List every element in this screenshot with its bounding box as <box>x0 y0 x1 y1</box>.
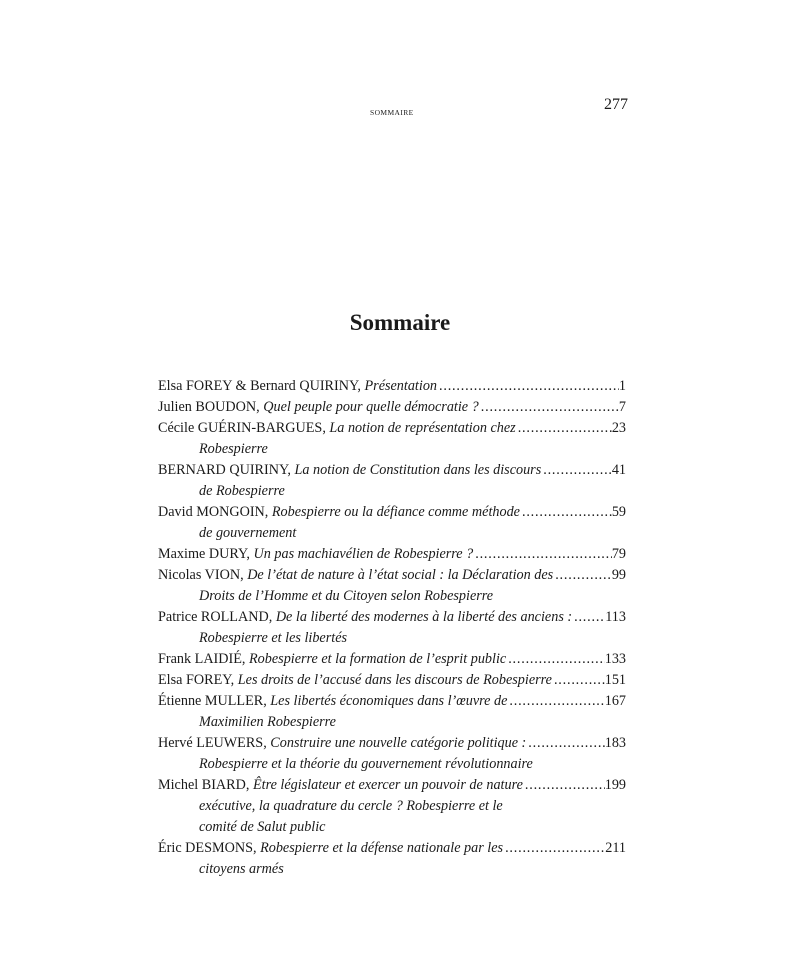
toc-page-number: 199 <box>604 777 626 793</box>
toc-work-title: Être législateur et exercer un pouvoir de nature <box>252 777 523 793</box>
toc-author: Patrice ROLLAND, <box>158 609 273 625</box>
toc-page-number: 79 <box>611 546 626 562</box>
toc-author: BERNARD QUIRINY, <box>158 462 291 478</box>
toc-entry <box>158 565 626 607</box>
toc-entry-line <box>158 691 626 712</box>
toc-author: Nicolas VION, <box>158 567 244 583</box>
toc-author: Maxime DURY, <box>158 546 250 562</box>
toc-entry <box>158 775 626 838</box>
toc-page-number: 183 <box>604 735 626 751</box>
dot-leader <box>475 544 612 565</box>
toc-author: Frank LAIDIÉ, <box>158 651 246 667</box>
toc-page-number: 99 <box>611 567 626 583</box>
toc-work-title-continuation: Robespierre <box>199 441 268 457</box>
toc-entry-line <box>158 376 626 397</box>
toc-entry <box>158 670 626 691</box>
toc-work-title: De la liberté des modernes à la liberté des anciens : <box>275 609 573 625</box>
toc-page-number: 167 <box>604 693 626 709</box>
toc-work-title-continuation: Droits de l’Homme et du Citoyen selon Robespierre <box>199 588 494 604</box>
toc-entry <box>158 649 626 670</box>
toc-entry-line <box>158 460 626 481</box>
dot-leader <box>508 649 605 670</box>
toc-work-title-continuation: de Robespierre <box>199 483 285 499</box>
toc-author: Elsa FOREY & Bernard QUIRINY, <box>158 378 361 394</box>
toc-work-title: Construire une nouvelle catégorie politique : <box>270 735 527 751</box>
toc-entry-line <box>158 649 626 670</box>
toc-work-title: Robespierre ou la défiance comme méthode <box>271 504 520 520</box>
dot-leader <box>509 691 604 712</box>
toc-entry-line <box>158 565 626 586</box>
table-of-contents <box>158 376 626 880</box>
dot-leader <box>505 838 605 859</box>
toc-entry <box>158 418 626 460</box>
toc-entry-line <box>158 397 626 418</box>
toc-work-title: Robespierre et la formation de l’esprit public <box>249 651 507 667</box>
dot-leader <box>522 502 612 523</box>
toc-page-number: 41 <box>611 462 626 478</box>
toc-work-title-continuation: Robespierre et la théorie du gouvernement révolutionnaire <box>199 756 533 772</box>
toc-work-title: Les libertés économiques dans l’œuvre de <box>270 693 508 709</box>
toc-work-title-continuation: de gouvernement <box>199 525 297 541</box>
toc-entry <box>158 397 626 418</box>
dot-leader <box>525 775 605 796</box>
toc-entry <box>158 838 626 880</box>
toc-page-number: 59 <box>611 504 626 520</box>
toc-entry <box>158 691 626 733</box>
toc-work-title: Présentation <box>364 378 438 394</box>
toc-work-title-continuation: Robespierre et les libertés <box>199 630 348 646</box>
dot-leader <box>555 565 612 586</box>
dot-leader <box>481 397 619 418</box>
toc-author: Cécile GUÉRIN-BARGUES, <box>158 420 326 436</box>
toc-work-title: De l’état de nature à l’état social : la Déclaration des <box>247 567 554 583</box>
toc-entry-line <box>158 838 626 859</box>
toc-work-title-continuation: exécutive, la quadrature du cercle ? Robespierre et le <box>199 798 503 814</box>
toc-author: Étienne MULLER, <box>158 693 267 709</box>
toc-entry-line <box>158 670 626 691</box>
toc-page-number: 133 <box>604 651 626 667</box>
toc-entry-line <box>158 418 626 439</box>
toc-entry <box>158 502 626 544</box>
toc-entry <box>158 733 626 775</box>
toc-entry <box>158 607 626 649</box>
toc-page-number: 7 <box>618 399 626 415</box>
toc-entry <box>158 460 626 502</box>
dot-leader <box>518 418 612 439</box>
toc-entry-line <box>158 607 626 628</box>
toc-work-title: La notion de Constitution dans les discours <box>294 462 542 478</box>
toc-work-title: Les droits de l’accusé dans les discours de Robespierre <box>237 672 552 688</box>
toc-work-title-continuation: Maximilien Robespierre <box>199 714 336 730</box>
toc-entry-line <box>158 502 626 523</box>
toc-author: Hervé LEUWERS, <box>158 735 267 751</box>
toc-entry-line <box>158 544 626 565</box>
toc-work-title: Robespierre et la défense nationale par les <box>260 840 504 856</box>
toc-work-title: Quel peuple pour quelle démocratie ? <box>263 399 479 415</box>
page-title: Sommaire <box>349 310 451 335</box>
running-head: SOMMAIRE <box>370 108 414 117</box>
toc-author: Michel BIARD, <box>158 777 250 793</box>
dot-leader <box>543 460 612 481</box>
page-number: 277 <box>604 96 628 113</box>
toc-page-number: 211 <box>605 840 626 856</box>
dot-leader <box>528 733 604 754</box>
toc-work-title-continuation: comité de Salut public <box>199 819 326 835</box>
toc-work-title: La notion de représentation chez <box>329 420 516 436</box>
toc-page-number: 113 <box>605 609 626 625</box>
toc-author: Julien BOUDON, <box>158 399 260 415</box>
dot-leader <box>574 607 605 628</box>
toc-work-title: Un pas machiavélien de Robespierre ? <box>253 546 474 562</box>
toc-page-number: 1 <box>618 378 626 394</box>
toc-author: Éric DESMONS, <box>158 840 257 856</box>
toc-entry <box>158 544 626 565</box>
toc-entry-line <box>158 775 626 796</box>
toc-author: Elsa FOREY, <box>158 672 235 688</box>
dot-leader <box>439 376 619 397</box>
toc-author: David MONGOIN, <box>158 504 269 520</box>
toc-page-number: 151 <box>604 672 626 688</box>
dot-leader <box>554 670 605 691</box>
toc-entry-line <box>158 733 626 754</box>
toc-entry <box>158 376 626 397</box>
toc-work-title-continuation: citoyens armés <box>199 861 284 877</box>
toc-page-number: 23 <box>611 420 626 436</box>
